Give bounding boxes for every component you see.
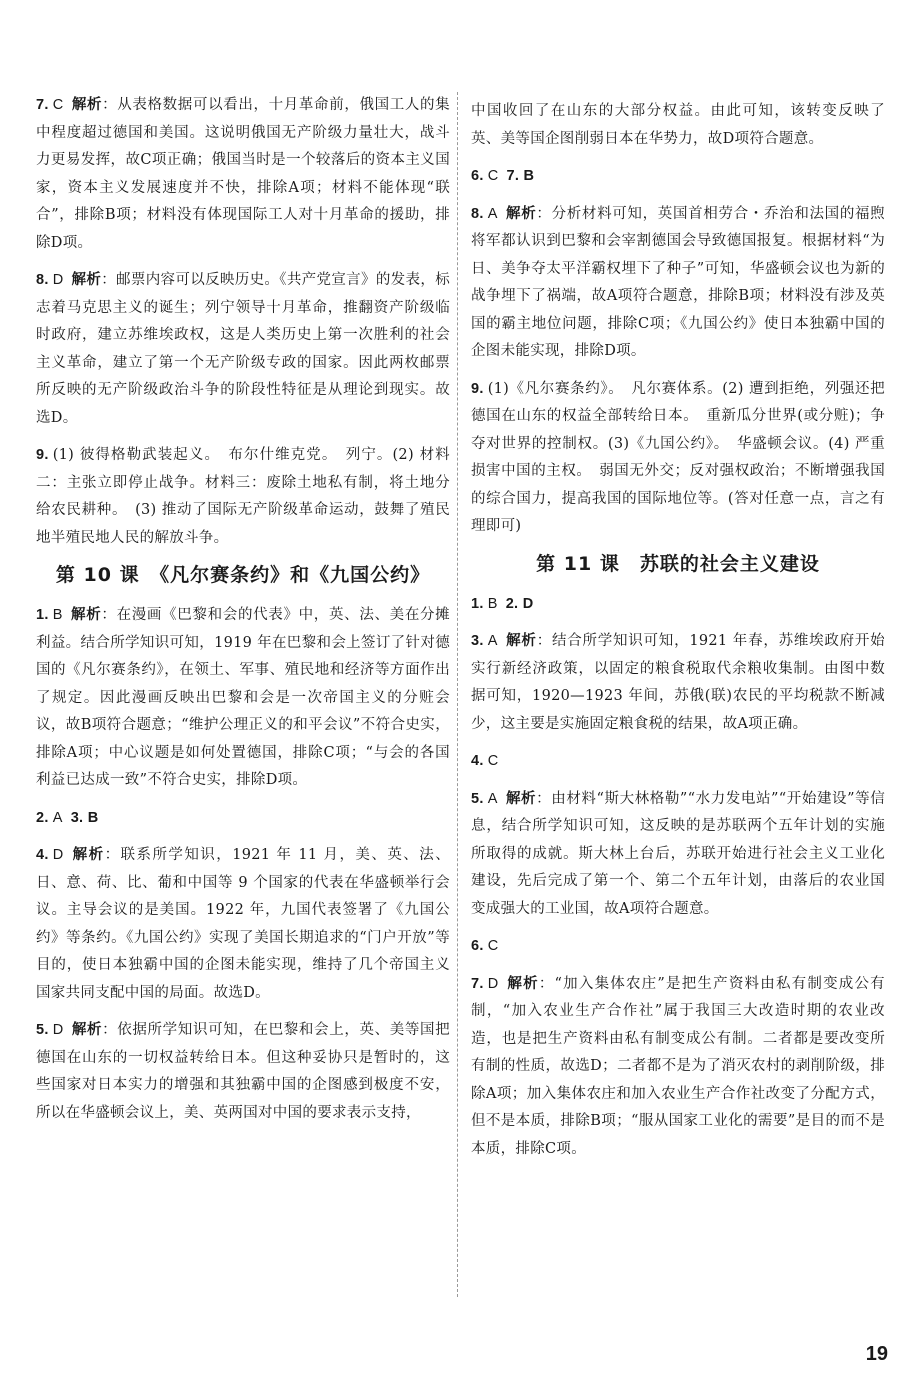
answer-entry: 中国收回了在山东的大部分权益。由此可知，该转变反映了英、美等国企图削弱日本在华势力，故D项符合题意。 [471, 103, 885, 147]
left-column [36, 92, 450, 1137]
answer-entry: 7. D 解析 ： “加入集体农庄”是把生产资料由私有制变成公有制，“加入农业生产合作社”属于我国三大改造时期的农业改造，也是把生产资料由私有制变成公有制。二者都是要改变所有制的性质，故选D；二者都不是为了消灭农村的剥削阶级，排除A项；加入集体农庄和加入农业生产合作社改变了分配方式，但不是本质，排除B项；“服从国家工业化的需要”是目的而不是本质，排除C项。 [471, 971, 885, 1164]
answer-entry: 6. C 7. B [471, 168, 535, 184]
page-number: 19 [865, 1343, 888, 1365]
answer-entry: 2. A 3. B [36, 809, 99, 826]
answer-entry: 5. A 解析 ： 由材料“斯大林格勒”“水力发电站”“开始建设”等信息，结合所学知识可知，这反映的是苏联两个五年计划的实施所取得的成就。斯大林上台后，苏联开始进行社会主义工业化建设，先后完成了第一个、第二个五年计划，由落后的农业国变成强大的工业国，故A项符合题意。 [471, 786, 885, 924]
answer-entry: 3. A 解析 ： 结合所学知识可知，1921 年春，苏维埃政府开始实行新经济政策，以固定的粮食税取代余粮收集制。由图中数据可知，1920—1923 年间，苏俄(联)农民的平均税款不断减少，这主要是实施固定粮食税的结果，故A项正确。 [471, 628, 885, 738]
answer-entry: 4. D 解析 ： 联系所学知识，1921 年 11 月，美、英、法、日、意、荷、比、葡和中国等 9 个国家的代表在华盛顿举行会议。主导会议的是美国。1922 年，九国代表签署了《九国公约》等条约。《九国公约》实现了美国长期追求的“门户开放”等目的，使日本独霸中国的企图未能实现，维持了几个帝国主义国家共同支配中国的局面。故选D。 [36, 842, 450, 1007]
analysis-label: 解析 ： [506, 976, 554, 992]
answer-entry: 9. (1) 彼得格勒武装起义。 布尔什维克党。 列宁。(2) 材料二：主张立即停止战争。材料三：废除土地私有制，将土地分给农民耕种。 (3) 推动了国际无产阶级革命运动，鼓舞了殖民地半殖民地人民的解放斗争。 [36, 447, 450, 546]
analysis-label: 解析 ： [506, 791, 552, 807]
answer-entry: 1. B 解析 ： 在漫画《巴黎和会的代表》中，英、法、美在分摊利益。结合所学知识可知，1919 年在巴黎和会上签订了针对德国的《凡尔赛条约》，在领土、军事、殖民地和经济等方面作出了规定。因此漫画反映出巴黎和会是一次帝国主义的分赃会议，故B项符合题意；“维护公理正义的和平会议”不符合史实，排除A项；中心议题是如何处置德国，排除C项；“与会的各国利益已达成一致”不符合史实，排除D项。 [36, 602, 450, 795]
analysis-label: 解析 ： [71, 847, 120, 863]
answer-entry: 8. A 解析 ： 分析材料可知，英国首相劳合・乔治和法国的福煦将军都认识到巴黎和会宰割德国会导致德国报复。根据材料“为日、美争夺太平洋霸权埋下了种子”可知，华盛顿会议也为新的战争埋下了祸端，故A项符合题意，排除B项；材料没有涉及英国的霸主地位问题，排除C项；《九国公约》使日本独霸中国的企图未能实现，排除D项。 [471, 201, 885, 366]
analysis-label: 解析 ： [71, 97, 117, 113]
answer-entry: 1. B 2. D [471, 595, 534, 612]
answer-entry: 9. (1)《凡尔赛条约》。 凡尔赛体系。(2) 遭到拒绝，列强还把德国在山东的权益全部转给日本。 重新瓜分世界(或分赃)；争夺对世界的控制权。(3)《九国公约》。 华盛顿会议。(4) 严重损害中国的主权。 弱国无外交；反对强权政治；不断增强我国的综合国力，提高我国的国际地位等。(答对任意一点，言之有理即可) [471, 380, 885, 534]
column-divider [457, 92, 458, 1297]
right-column [471, 98, 885, 1173]
answer-entry: 7. C 解析 ： 从表格数据可以看出，十月革命前，俄国工人的集中程度超过德国和美国。这说明俄国无产阶级力量壮大，战斗力更易发挥，故C项正确；俄国当时是一个较落后的资本主义国家，资本主义发展速度并不快，排除A项；材料不能体现“联合”，排除B项；材料没有体现国际工人对十月革命的援助，排除D项。 [36, 92, 450, 257]
lesson-title: 第 10 课 《凡尔赛条约》和《九国公约》 [55, 564, 431, 586]
lesson-title: 第 11 课 苏联的社会主义建设 [536, 552, 820, 575]
answer-entry: 6. C [471, 938, 499, 954]
analysis-label: 解析 ： [71, 1022, 117, 1038]
answer-entry: 8. D 解析 ： 邮票内容可以反映历史。《共产党宣言》的发表，标志着马克思主义的诞生；列宁领导十月革命，推翻资产阶级临时政府，建立苏维埃政权，这是人类历史上第一次胜利的社会主义革命，建立了第一个无产阶级专政的国家。因此两枚邮票所反映的无产阶级政治斗争的阶段性特征是从理论到现实。故选D。 [36, 267, 450, 432]
answer-entry: 4. C [471, 753, 499, 769]
analysis-label: 解析 ： [506, 633, 552, 649]
answer-entry: 5. D 解析 ： 依据所学知识可知，在巴黎和会上，英、美等国把德国在山东的一切权益转给日本。但这种妥协只是暂时的，这些国家对日本实力的增强和其独霸中国的企图感到极度不安，所以在华盛顿会议上，美、英两国对中国的要求表示支持， [36, 1017, 450, 1127]
analysis-label: 解析 ： [71, 607, 117, 623]
analysis-label: 解析 ： [71, 272, 116, 288]
analysis-label: 解析 ： [506, 206, 552, 222]
